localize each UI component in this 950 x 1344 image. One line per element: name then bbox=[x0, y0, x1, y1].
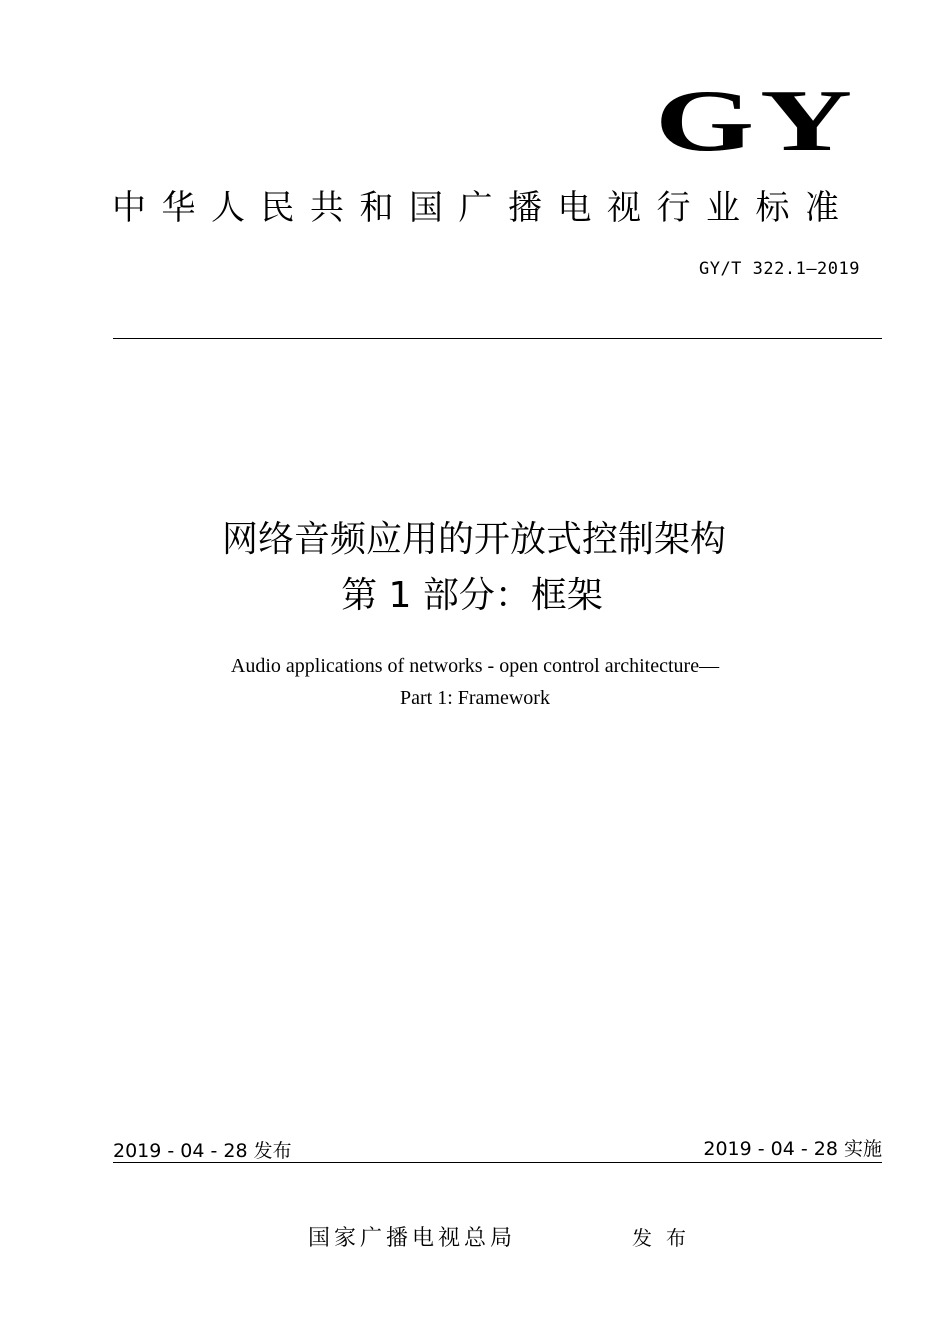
gy-logo: GY bbox=[655, 73, 858, 170]
english-title-line1: Audio applications of networks - open control architecture— bbox=[230, 655, 720, 677]
footer-divider bbox=[113, 1162, 882, 1163]
english-title-line2: Part 1: Framework bbox=[400, 687, 550, 709]
chinese-title-line1: 网络音频应用的开放式控制架构 bbox=[221, 519, 726, 560]
standard-type-heading: 中华人民共和国广播电视行业标准 bbox=[112, 188, 855, 228]
issuing-authority: 国家广播电视总局 bbox=[308, 1226, 517, 1251]
implementation-date: 2019 - 04 - 28 实施 bbox=[703, 1138, 882, 1160]
issue-label: 发布 bbox=[632, 1226, 700, 1250]
header-divider bbox=[113, 338, 882, 339]
issue-date: 2019 - 04 - 28 发布 bbox=[113, 1140, 292, 1162]
chinese-title-line2: 第 1 部分：框架 bbox=[341, 575, 603, 616]
standard-number: GY/T 322.1—2019 bbox=[698, 259, 860, 279]
